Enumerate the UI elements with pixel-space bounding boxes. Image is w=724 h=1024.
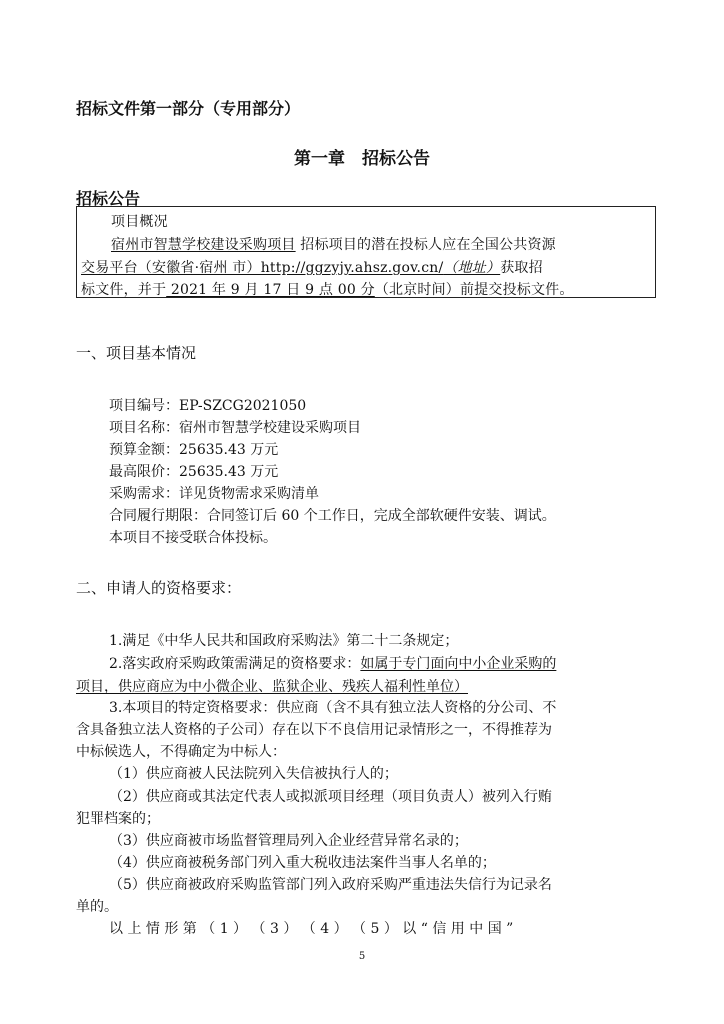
notice-label: 招标公告 xyxy=(76,189,141,208)
overview-line-2 xyxy=(81,257,543,277)
project-number: 项目编号：EP-SZCG2021050 xyxy=(109,398,307,414)
requirement-3-line-2: 含具备独立法人资格的子公司）存在以下不良信用记录情形之一，不得推荐为 xyxy=(76,722,552,738)
budget-amount: 预算金额：25635.43 万元 xyxy=(109,442,279,458)
requirement-3-line-1: 3.本项目的特定资格要求：供应商（含不具有独立法人资格的分公司、不 xyxy=(109,700,557,716)
condition-5-line-1: （5）供应商被政府采购监管部门列入政府采购严重违法失信行为记录名 xyxy=(109,877,552,893)
overview-deadline: 2021 年 9 月 17 日 9 点 00 分 xyxy=(166,282,375,298)
section-2-heading: 二、申请人的资格要求： xyxy=(76,579,242,597)
overview-line-1-rest: 招标项目的潜在投标人应在全国公共资源 xyxy=(295,237,556,253)
credit-china-clause: 以 上 情 形 第 （ 1 ） （ 3 ） （ 4 ） （ 5 ） 以 “ 信 用 中 国 ” xyxy=(109,921,514,937)
overview-line-2-post: 获取招 xyxy=(500,260,543,276)
max-price: 最高限价：25635.43 万元 xyxy=(109,464,279,480)
condition-2-line-2: 犯罪档案的； xyxy=(76,811,160,827)
requirement-1: 1.满足《中华人民共和国政府采购法》第二十二条规定； xyxy=(109,633,459,649)
section-1-heading: 一、项目基本情况 xyxy=(76,344,197,362)
procurement-needs: 采购需求：详见货物需求采购清单 xyxy=(109,486,319,502)
requirement-2-condition: 如属于专门面向中小企业采购的 xyxy=(360,656,557,672)
page-number: 5 xyxy=(358,951,366,962)
condition-5-line-2: 单的。 xyxy=(76,899,118,915)
part-title: 招标文件第一部分（专用部分） xyxy=(76,99,301,118)
requirement-2-prefix: 2.落实政府采购政策需满足的资格要求： xyxy=(109,656,361,672)
project-name: 项目名称：宿州市智慧学校建设采购项目 xyxy=(109,420,361,436)
contract-period: 合同履行期限：合同签订后 60 个工作日，完成全部软硬件安装、调试。 xyxy=(109,508,556,524)
condition-1: （1）供应商被人民法院列入失信被执行人的； xyxy=(109,766,398,782)
requirement-2-line-2: 项目，供应商应为中小微企业、监狱企业、残疾人福利性单位） xyxy=(76,679,468,695)
requirement-2-line-1 xyxy=(109,653,556,673)
overview-line-1 xyxy=(111,234,556,254)
condition-3: （3）供应商被市场监督管理局列入企业经营异常名录的； xyxy=(109,833,468,849)
overview-address: （地址） xyxy=(443,260,501,276)
no-consortium: 本项目不接受联合体投标。 xyxy=(109,530,277,546)
project-overview-box xyxy=(76,206,656,298)
overview-platform-url: 交易平台（安徽省·宿州 市）http://ggzyjy.ahsz.gov.cn/ xyxy=(81,260,444,276)
overview-line-3-pre: 标文件，并于 xyxy=(81,282,167,298)
overview-line-3-post: （北京时间）前提交投标文件。 xyxy=(374,282,574,298)
condition-4: （4）供应商被税务部门列入重大税收违法案件当事人名单的； xyxy=(109,855,496,871)
requirement-3-line-3: 中标候选人，不得确定为中标人： xyxy=(76,744,286,760)
chapter-title: 第一章 招标公告 xyxy=(294,149,430,169)
overview-project-name: 宿州市智慧学校建设采购项目 xyxy=(111,237,296,253)
condition-2-line-1: （2）供应商或其法定代表人或拟派项目经理（项目负责人）被列入行贿 xyxy=(109,789,552,805)
overview-line-3 xyxy=(81,279,574,299)
overview-heading: 项目概况 xyxy=(111,214,168,230)
